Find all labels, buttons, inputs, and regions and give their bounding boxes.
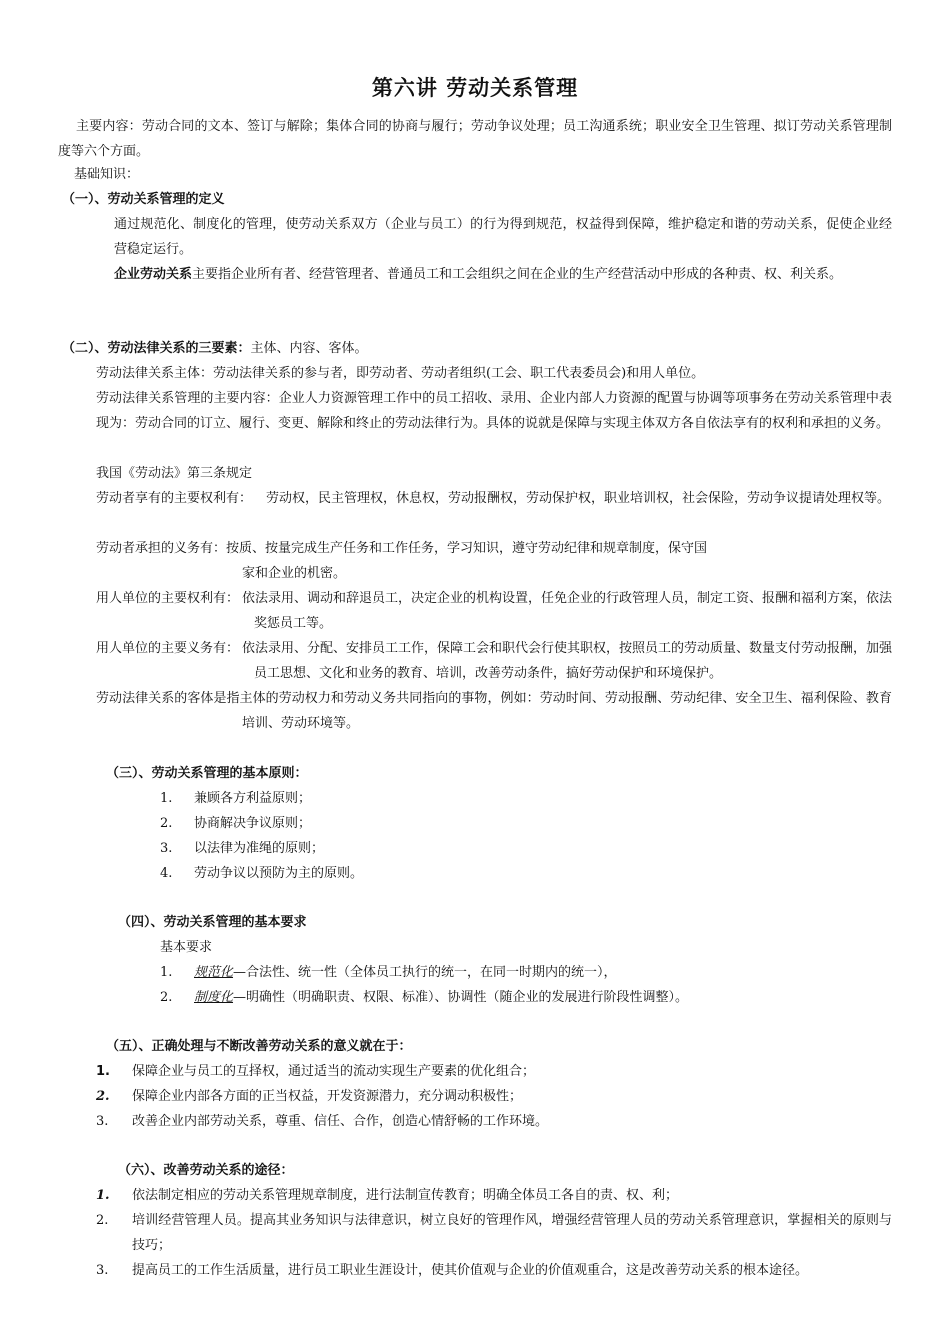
legal-object xyxy=(96,686,892,736)
item-text: 劳动争议以预防为主的原则。 xyxy=(194,866,364,881)
employer-duties xyxy=(96,636,892,686)
principles-list xyxy=(160,786,760,886)
page-title: 第六讲 劳动关系管理 xyxy=(371,76,579,100)
section-6-heading: （六）、改善劳动关系的途径： xyxy=(118,1163,294,1178)
section-1-definition: 通过规范化、制度化的管理，使劳动关系双方（企业与员工）的行为得到规范，权益得到保障，维护稳定和谐的劳动关系，促使企业经营稳定运行。 xyxy=(114,217,892,257)
section-2-heading: （二）、劳动法律关系的三要素： xyxy=(62,341,251,356)
item-number: 1. xyxy=(160,791,173,806)
list-item xyxy=(96,1059,892,1084)
item-keyword: 制度化 xyxy=(194,990,234,1005)
item-text: 提高员工的工作生活质量，进行员工职业生涯设计，使其价值观与企业的价值观重合，这是改善劳动关系的根本途径。 xyxy=(132,1263,809,1278)
legal-object-text: 劳动时间、劳动报酬、劳动纪律、安全卫生、福利保险、教育培训、劳动环境等。 xyxy=(242,691,892,731)
requirements-list xyxy=(160,960,880,1010)
list-item xyxy=(96,1208,892,1258)
list-item xyxy=(96,1084,892,1109)
significance-list xyxy=(96,1059,892,1134)
item-text: —合法性、统一性（全体员工执行的统一，在同一时期内的统一）， xyxy=(233,965,617,980)
list-item xyxy=(160,811,760,836)
item-text: 保障企业内部各方面的正当权益，开发资源潜力，充分调动积极性； xyxy=(132,1089,523,1104)
list-item xyxy=(160,786,760,811)
item-text: 以法律为准绳的原则； xyxy=(194,841,325,856)
list-item xyxy=(160,985,880,1010)
enterprise-relation-text: 主要指企业所有者、经营管理者、普通员工和工会组织之间在企业的生产经营活动中形成的各种责、权、利关系。 xyxy=(192,267,843,282)
item-number: 2. xyxy=(96,1089,110,1104)
section-1-enterprise-relation xyxy=(114,262,892,287)
worker-duties xyxy=(96,536,892,586)
worker-duties-line2: 家和企业的机密。 xyxy=(242,566,347,581)
section-1-heading: （一）、劳动关系管理的定义 xyxy=(62,192,225,207)
intro-paragraph: 主要内容：劳动合同的文本、签订与解除；集体合同的协商与履行；劳动争议处理；员工沟通系统；职业安全卫生管理、拟订劳动关系管理制度等六个方面。 xyxy=(58,119,892,159)
worker-duties-label: 劳动者承担的义务有： xyxy=(96,541,227,556)
list-item xyxy=(160,836,760,861)
section-5-heading: （五）、正确处理与不断改善劳动关系的意义就在于： xyxy=(106,1039,412,1054)
employer-rights xyxy=(96,586,892,636)
worker-rights-text: 劳动权，民主管理权，休息权，劳动报酬权，劳动保护权，职业培训权，社会保险，劳动争议提请处理权等。 xyxy=(266,491,891,506)
legal-object-label: 劳动法律关系的客体是指主体的劳动权力和劳动义务共同指向的事物，例如： xyxy=(96,691,540,706)
list-item xyxy=(96,1183,892,1208)
labor-law-reference: 我国《劳动法》第三条规定 xyxy=(96,466,253,481)
legal-content: 劳动法律关系管理的主要内容：企业人力资源管理工作中的员工招收、录用、企业内部人力资源的配置与协调等项事务在劳动关系管理中表现为：劳动合同的订立、履行、变更、解除和终止的劳动法律行为。具体的说就是保障与实现主体双方各自依法享有的权利和承担的义务。 xyxy=(96,391,892,431)
section-2-heading-rest: 主体、内容、客体。 xyxy=(250,341,368,356)
item-text: 保障企业与员工的互择权，通过适当的流动实现生产要素的优化组合； xyxy=(132,1064,536,1079)
item-number: 1. xyxy=(96,1064,110,1079)
employer-rights-label: 用人单位的主要权利有： xyxy=(96,591,240,606)
item-text: 改善企业内部劳动关系，尊重、信任、合作，创造心情舒畅的工作环境。 xyxy=(132,1114,549,1129)
item-number: 2. xyxy=(96,1213,109,1228)
worker-rights-label: 劳动者享有的主要权利有： xyxy=(96,491,253,506)
item-number: 3. xyxy=(160,841,173,856)
worker-duties-line1 xyxy=(96,536,892,561)
worker-rights xyxy=(96,486,892,511)
item-number: 1. xyxy=(160,965,173,980)
section-4-heading: （四）、劳动关系管理的基本要求 xyxy=(118,915,307,930)
item-text: 协商解决争议原则； xyxy=(194,816,312,831)
improvement-list xyxy=(96,1183,892,1283)
item-number: 1. xyxy=(96,1188,110,1203)
item-text: —明确性（明确职责、权限、标准）、协调性（随企业的发展进行阶段性调整）。 xyxy=(233,990,689,1005)
employer-duties-text: 依法录用、分配、安排员工工作，保障工会和职代会行使其职权，按照员工的劳动质量、数量支付劳动报酬，加强员工思想、文化和业务的教育、培训，改善劳动条件，搞好劳动保护和环境保护。 xyxy=(242,641,893,681)
employer-rights-text: 依法录用、调动和辞退员工，决定企业的机构设置，任免企业的行政管理人员，制定工资、报酬和福利方案，依法奖惩员工等。 xyxy=(242,591,893,631)
item-number: 2. xyxy=(160,816,173,831)
item-number: 3. xyxy=(96,1114,109,1129)
basics-label: 基础知识： xyxy=(74,167,140,182)
worker-duties-text-1: 按质、按量完成生产任务和工作任务，学习知识，遵守劳动纪律和规章制度，保守国 xyxy=(226,541,708,556)
item-number: 4. xyxy=(160,866,173,881)
list-item xyxy=(96,1258,892,1283)
section-3-heading: （三）、劳动关系管理的基本原则： xyxy=(106,766,308,781)
section-2-heading-line xyxy=(62,336,368,361)
requirements-sub: 基本要求 xyxy=(160,940,213,955)
legal-subject: 劳动法律关系主体：劳动法律关系的参与者，即劳动者、劳动者组织(工会、职工代表委员会)和用人单位。 xyxy=(96,366,705,381)
employer-duties-label: 用人单位的主要义务有： xyxy=(96,641,240,656)
item-keyword: 规范化 xyxy=(194,965,234,980)
item-number: 3. xyxy=(96,1263,109,1278)
item-number: 2. xyxy=(160,990,173,1005)
list-item xyxy=(96,1109,892,1134)
list-item xyxy=(160,861,760,886)
enterprise-relation-term: 企业劳动关系 xyxy=(114,267,193,282)
item-text: 兼顾各方利益原则； xyxy=(194,791,312,806)
item-text: 依法制定相应的劳动关系管理规章制度，进行法制宣传教育；明确全体员工各自的责、权、利； xyxy=(132,1188,679,1203)
list-item xyxy=(160,960,880,985)
item-text: 培训经营管理人员。提高其业务知识与法律意识，树立良好的管理作风，增强经营管理人员的劳动关系管理意识，掌握相关的原则与技巧； xyxy=(132,1213,892,1253)
